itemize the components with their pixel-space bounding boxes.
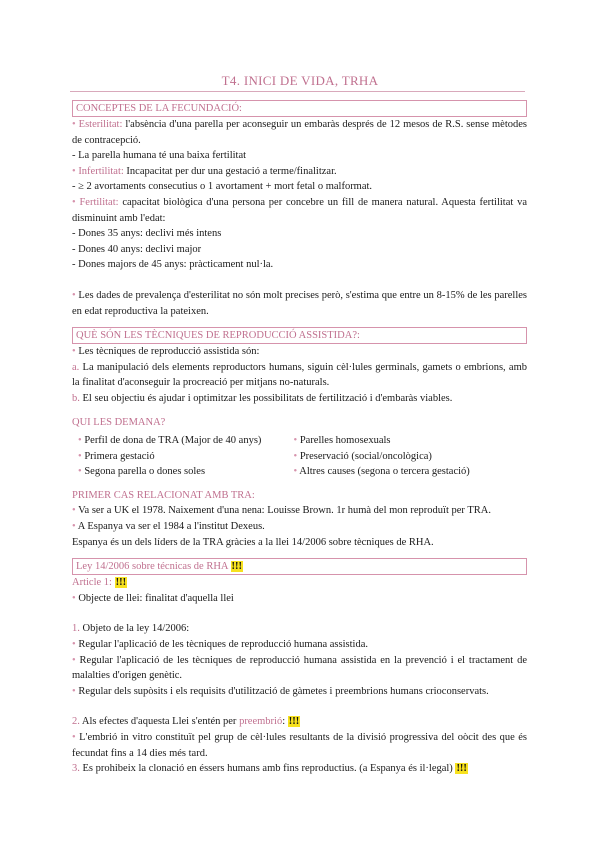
definition-fertilitat: • Fertilitat: capacitat biològica d'una persona per concebre un fill de manera natural. Aquesta fertilitat va disminuint amb l'edat: bbox=[72, 196, 527, 224]
bullet-icon: • bbox=[293, 435, 300, 447]
qui-left-column bbox=[72, 433, 300, 480]
bullet-icon: • bbox=[78, 435, 85, 447]
title-divider bbox=[70, 91, 525, 92]
highlight-mark: !!! bbox=[231, 561, 243, 573]
bullet-icon: • bbox=[72, 592, 79, 604]
section-heading-primer-cas: PRIMER CAS RELACIONAT AMB TRA: bbox=[72, 489, 255, 501]
object-line: • Objecte de llei: finalitat d'aquella llei bbox=[72, 592, 234, 604]
list-item: • Primera gestació bbox=[78, 450, 155, 462]
document-body bbox=[72, 100, 527, 777]
definition-infertilitat: • Infertilitat: Incapacitat per dur una gestació a terme/finalitzar. bbox=[72, 165, 337, 177]
bullet-icon: • bbox=[78, 450, 85, 462]
bullet-icon: • bbox=[72, 685, 79, 697]
list-item: • Perfil de dona de TRA (Major de 40 anys) bbox=[78, 435, 262, 447]
bullet-icon: • bbox=[72, 289, 79, 301]
bullet-icon: • bbox=[72, 639, 79, 651]
bullet-icon: • bbox=[72, 505, 79, 517]
infertilitat-note: - ≥ 2 avortaments consecutius o 1 avortament + mort fetal o malformat. bbox=[72, 181, 373, 193]
list-item: • Regular l'aplicació de les tècniques de reproducció humana assistida en la prevenció i el tractament de malalties d'origen genètic. bbox=[72, 654, 527, 682]
preembrio-definition: • L'embrió in vitro constituït pel grup de cèl·lules resultants de la divisió progressiva del oòcit des que és fecundat fins a 14 dies més tard. bbox=[72, 732, 527, 759]
highlight-mark: !!! bbox=[115, 577, 127, 589]
bullet-icon: • bbox=[293, 450, 300, 462]
bullet-icon: • bbox=[293, 466, 300, 478]
list-item: • Segona parella o dones soles bbox=[78, 466, 206, 478]
list-item: • Regular l'aplicació de les tècniques de reproducció humana assistida. bbox=[72, 639, 368, 651]
bullet-icon: • bbox=[72, 521, 78, 533]
esterilitat-note: - La parella humana té una baixa fertilitat bbox=[72, 150, 247, 162]
age-item: - Dones 35 anys: declivi més intens bbox=[72, 228, 222, 240]
bullet-icon: • bbox=[72, 346, 79, 358]
highlight-mark: !!! bbox=[288, 716, 300, 728]
definition-esterilitat: • Esterilitat: l'absència d'una parella per aconseguir un embaràs després de 12 mesos de R.S. sense mètodes de contracepció. bbox=[72, 119, 527, 146]
age-item: - Dones 40 anys: declivi major bbox=[72, 243, 202, 255]
qui-right-column bbox=[294, 433, 522, 480]
section-heading-qui: QUI LES DEMANA? bbox=[72, 416, 166, 428]
age-item: - Dones majors de 45 anys: pràcticament nul·la. bbox=[72, 259, 274, 271]
bullet-icon: • bbox=[72, 196, 80, 208]
qui-columns bbox=[72, 433, 527, 480]
prevalence-paragraph: • Les dades de prevalença d'esterilitat no són molt precises però, s'estima que entre un 8-15% de les parelles en edat reproductiva la pateixen. bbox=[72, 289, 527, 317]
bullet-icon: • bbox=[78, 466, 85, 478]
list-item: • Regular dels supòsits i els requisits d'utilització de gàmetes i preembrions humans crioconservats. bbox=[72, 685, 489, 697]
list-item: • Va ser a UK el 1978. Naixement d'una nena: Louisse Brown. 1r humà del mon reproduït per TRA. bbox=[72, 505, 491, 517]
section-heading-tecniques: QUÈ SÓN LES TÈCNIQUES DE REPRODUCCIÓ ASSISTIDA?: bbox=[72, 327, 527, 344]
tecniques-item-a: a. La manipulació dels elements reproductors humans, siguin cèl·lules germinals, gamets o embrions, amb la finalitat d'aconseguir la procreació per mitjans no-naturals. bbox=[72, 361, 527, 389]
list-item: • Preservació (social/oncològica) bbox=[293, 450, 432, 462]
document-title: T4. INICI DE VIDA, TRHA bbox=[221, 73, 379, 88]
list-item: • Parelles homosexuals bbox=[293, 435, 391, 447]
section-heading-conceptes: CONCEPTES DE LA FECUNDACIÓ: bbox=[72, 100, 527, 117]
tecniques-item-b: b. El seu objectiu és ajudar i optimitzar les possibilitats de fertilització i d'embaràs viables. bbox=[72, 392, 453, 404]
bullet-icon: • bbox=[72, 165, 79, 177]
highlight-mark: !!! bbox=[456, 763, 467, 775]
bullet-icon: • bbox=[72, 654, 80, 666]
tecniques-intro: • Les tècniques de reproducció assistida són: bbox=[72, 346, 260, 358]
list-item: • A Espanya va ser el 1984 a l'institut Dexeus. bbox=[72, 521, 265, 533]
point-1-title: 1. Objeto de la ley 14/2006: bbox=[72, 623, 190, 635]
point-2-title: 2. Als efectes d'aquesta Llei s'entén per preembrió: !!! bbox=[72, 716, 300, 728]
bullet-icon: • bbox=[72, 119, 79, 130]
list-item: • Altres causes (segona o tercera gestació) bbox=[293, 466, 470, 478]
section-heading-ley: Ley 14/2006 sobre técnicas de RHA !!! bbox=[72, 558, 527, 575]
point-3: 3. Es prohibeix la clonació en éssers humans amb fins reproductius. (a Espanya és il·legal) !!! bbox=[72, 763, 467, 775]
article-1-label: Article 1: !!! bbox=[72, 577, 127, 589]
bullet-icon: • bbox=[72, 732, 80, 743]
closing-sentence: Espanya és un dels líders de la TRA gràcies a la llei 14/2006 sobre tècniques de RHA. bbox=[72, 536, 434, 548]
